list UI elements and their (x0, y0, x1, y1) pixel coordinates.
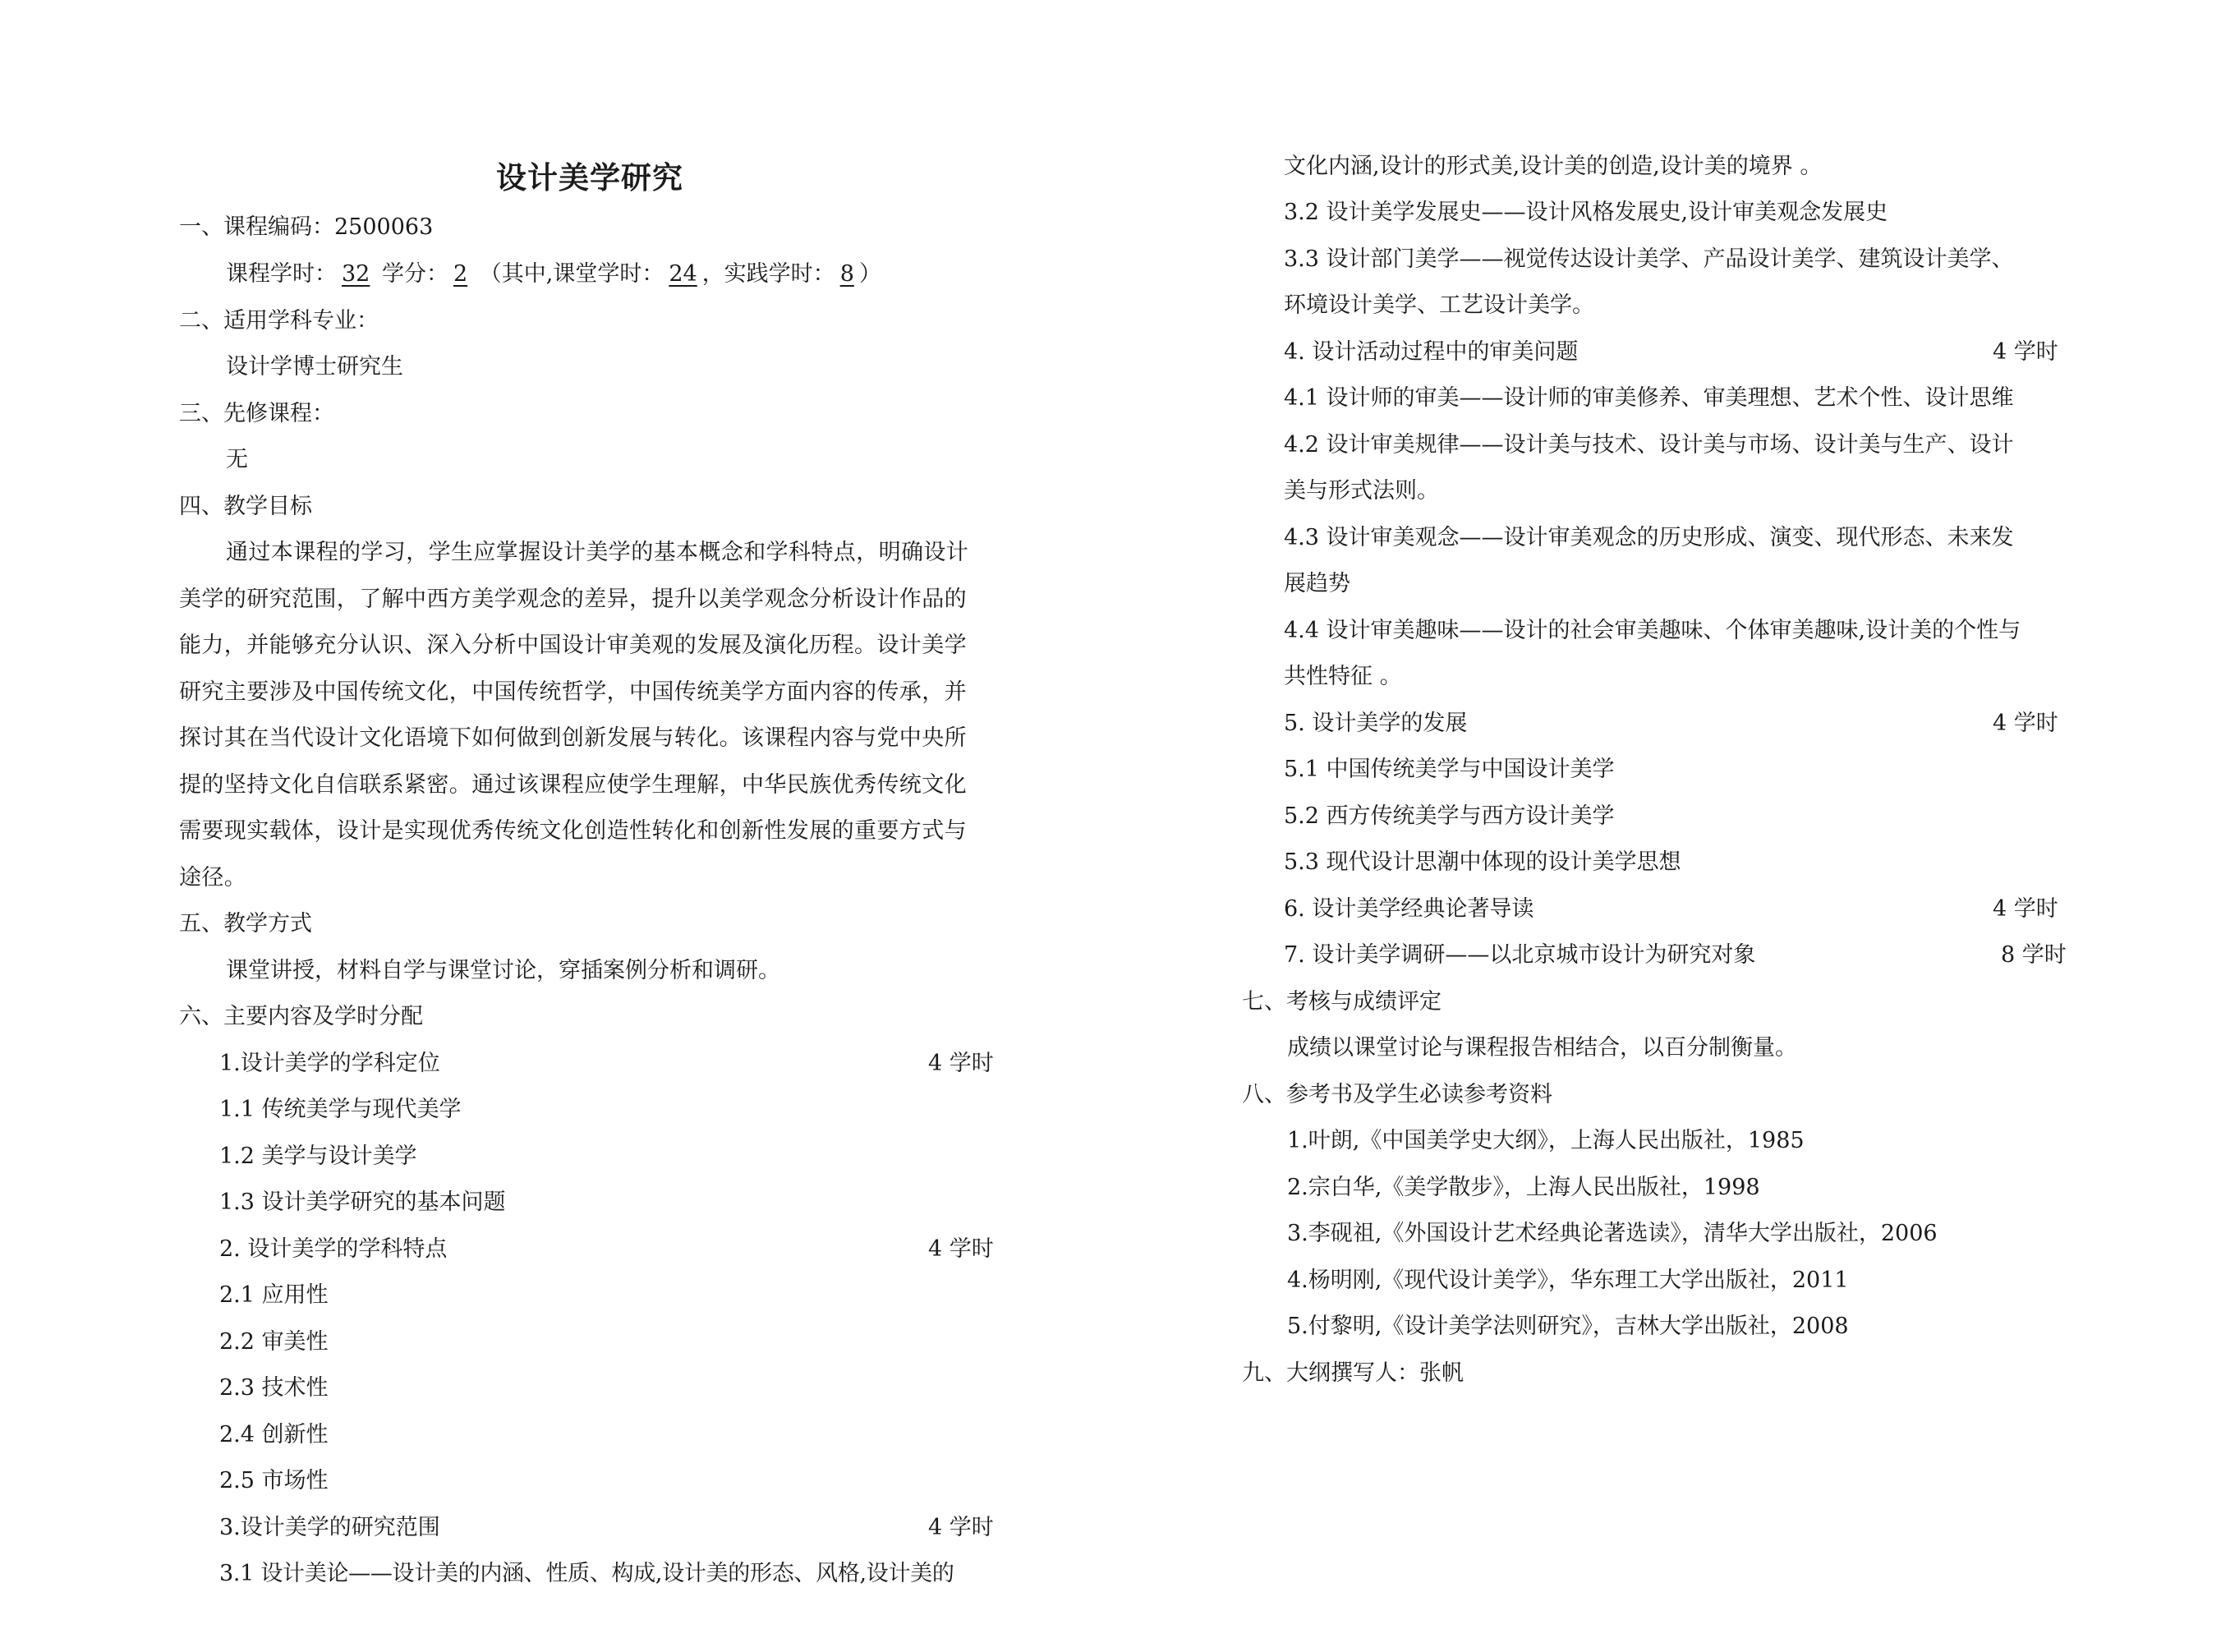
outline-item: 共性特征 。 (1284, 664, 1402, 689)
outline-item: 环境设计美学、工艺设计美学。 (1284, 292, 1594, 318)
outline-item: 1.3 设计美学研究的基本问题 (219, 1190, 506, 1215)
section7-body: 成绩以课堂讨论与课程报告相结合，以百分制衡量。 (1287, 1035, 1797, 1061)
reference-item: 1.叶朗,《中国美学史大纲》，上海人民出版社，1985 (1287, 1128, 1805, 1153)
outline-item: 3.2 设计美学发展史——设计风格发展史,设计审美观念发展史 (1284, 200, 1888, 225)
section4-line: 美学的研究范围，了解中西方美学观念的差异，提升以美学观念分析设计作品的 (179, 587, 967, 612)
credits-value: 2 (453, 261, 468, 287)
outline-item: 5.2 西方传统美学与西方设计美学 (1284, 803, 1615, 829)
outline-item: 4.1 设计师的审美——设计师的审美修养、审美理想、艺术个性、设计思维 (1284, 385, 2014, 411)
outline-item: 2.1 应用性 (219, 1282, 329, 1308)
section5-heading: 五、教学方式 (179, 911, 312, 936)
course-code: 一、课程编码：2500063 (179, 214, 434, 240)
practice-hours-value: 8 (839, 261, 854, 287)
class-hours-value: 24 (669, 261, 697, 287)
section4-line: 探讨其在当代设计文化语境下如何做到创新发展与转化。该课程内容与党中央所 (179, 725, 967, 751)
outline-item: 4. 设计活动过程中的审美问题 (1284, 339, 1579, 365)
outline-item: 7. 设计美学调研——以北京城市设计为研究对象 (1284, 942, 1756, 968)
section3-heading: 三、先修课程： (179, 401, 334, 426)
section4-line: 通过本课程的学习，学生应掌握设计美学的基本概念和学科特点，明确设计 (226, 540, 969, 565)
outline-item: 3.3 设计部门美学——视觉传达设计美学、产品设计美学、建筑设计美学、 (1284, 246, 2014, 272)
reference-item: 5.付黎明,《设计美学法则研究》，吉林大学出版社，2008 (1287, 1314, 1849, 1339)
section4-line: 能力，并能够充分认识、深入分析中国设计审美观的发展及演化历程。设计美学 (179, 633, 967, 658)
outline-item: 4.4 设计审美趣味——设计的社会审美趣味、个体审美趣味,设计美的个性与 (1284, 618, 2021, 643)
section2-body: 设计学博士研究生 (226, 354, 403, 380)
outline-hours: 4 学时 (928, 1515, 994, 1540)
section4-line: 提的坚持文化自信联系紧密。通过该课程应使学生理解，中华民族优秀传统文化 (179, 772, 967, 798)
reference-item: 4.杨明刚,《现代设计美学》，华东理工大学出版社，2011 (1287, 1268, 1849, 1293)
practice-label: ，实践学时： (701, 261, 835, 287)
outline-item: 1.2 美学与设计美学 (219, 1144, 417, 1169)
outline-item: 1.1 传统美学与现代美学 (219, 1097, 462, 1122)
hours-prefix: 课程学时： (226, 261, 337, 287)
hours-line (226, 258, 881, 291)
outline-item: 2.5 市场性 (219, 1468, 329, 1493)
outline-hours: 4 学时 (1993, 711, 2058, 736)
outline-item: 5.1 中国传统美学与中国设计美学 (1284, 757, 1615, 782)
outline-item: 文化内涵,设计的形式美,设计美的创造,设计美的境界 。 (1284, 154, 1823, 179)
total-hours-value: 32 (342, 261, 370, 287)
section6-heading: 六、主要内容及学时分配 (179, 1004, 423, 1029)
outline-item: 2. 设计美学的学科特点 (219, 1236, 448, 1262)
document-title: 设计美学研究 (496, 160, 683, 196)
outline-item: 3.1 设计美论——设计美的内涵、性质、构成,设计美的形态、风格,设计美的 (219, 1561, 954, 1586)
outline-item: 6. 设计美学经典论著导读 (1284, 896, 1534, 922)
section9-author: 九、大纲撰写人：张帆 (1242, 1360, 1464, 1386)
reference-item: 3.李砚祖,《外国设计艺术经典论著选读》，清华大学出版社，2006 (1287, 1221, 1938, 1246)
section5-body: 课堂讲授，材料自学与课堂讨论，穿插案例分析和调研。 (226, 958, 780, 983)
outline-hours: 4 学时 (928, 1236, 994, 1262)
paren-close: ） (858, 261, 881, 287)
credit-label: 学分： (381, 261, 448, 287)
section4-line: 需要现实载体，设计是实现优秀传统文化创造性转化和创新性发展的重要方式与 (179, 818, 967, 844)
section4-line: 途径。 (179, 865, 247, 890)
outline-item: 2.2 审美性 (219, 1329, 329, 1355)
outline-item: 美与形式法则。 (1284, 478, 1439, 504)
section4-line: 研究主要涉及中国传统文化，中国传统哲学，中国传统美学方面内容的传承，并 (179, 679, 967, 705)
section4-heading: 四、教学目标 (179, 494, 312, 519)
outline-item: 5. 设计美学的发展 (1284, 711, 1468, 736)
outline-hours: 8 学时 (2001, 942, 2067, 968)
outline-hours: 4 学时 (1993, 339, 2058, 365)
outline-item: 4.3 设计审美观念——设计审美观念的历史形成、演变、现代形态、未来发 (1284, 525, 2014, 550)
outline-hours: 4 学时 (1993, 896, 2058, 922)
section3-body: 无 (226, 447, 248, 472)
outline-item: 展趋势 (1284, 571, 1350, 596)
section2-heading: 二、适用学科专业： (179, 308, 379, 334)
outline-item: 2.3 技术性 (219, 1375, 329, 1401)
section7-heading: 七、考核与成绩评定 (1242, 989, 1442, 1015)
outline-hours: 4 学时 (928, 1051, 994, 1076)
reference-item: 2.宗白华,《美学散步》，上海人民出版社，1998 (1287, 1175, 1760, 1200)
outline-item: 1.设计美学的学科定位 (219, 1051, 440, 1076)
section8-heading: 八、参考书及学生必读参考资料 (1242, 1082, 1552, 1107)
outline-item: 2.4 创新性 (219, 1422, 329, 1447)
paren-open: （其中,课堂学时： (479, 261, 664, 287)
outline-item: 5.3 现代设计思潮中体现的设计美学思想 (1284, 849, 1681, 875)
outline-item: 4.2 设计审美规律——设计美与技术、设计美与市场、设计美与生产、设计 (1284, 432, 2014, 458)
outline-item: 3.设计美学的研究范围 (219, 1515, 440, 1540)
